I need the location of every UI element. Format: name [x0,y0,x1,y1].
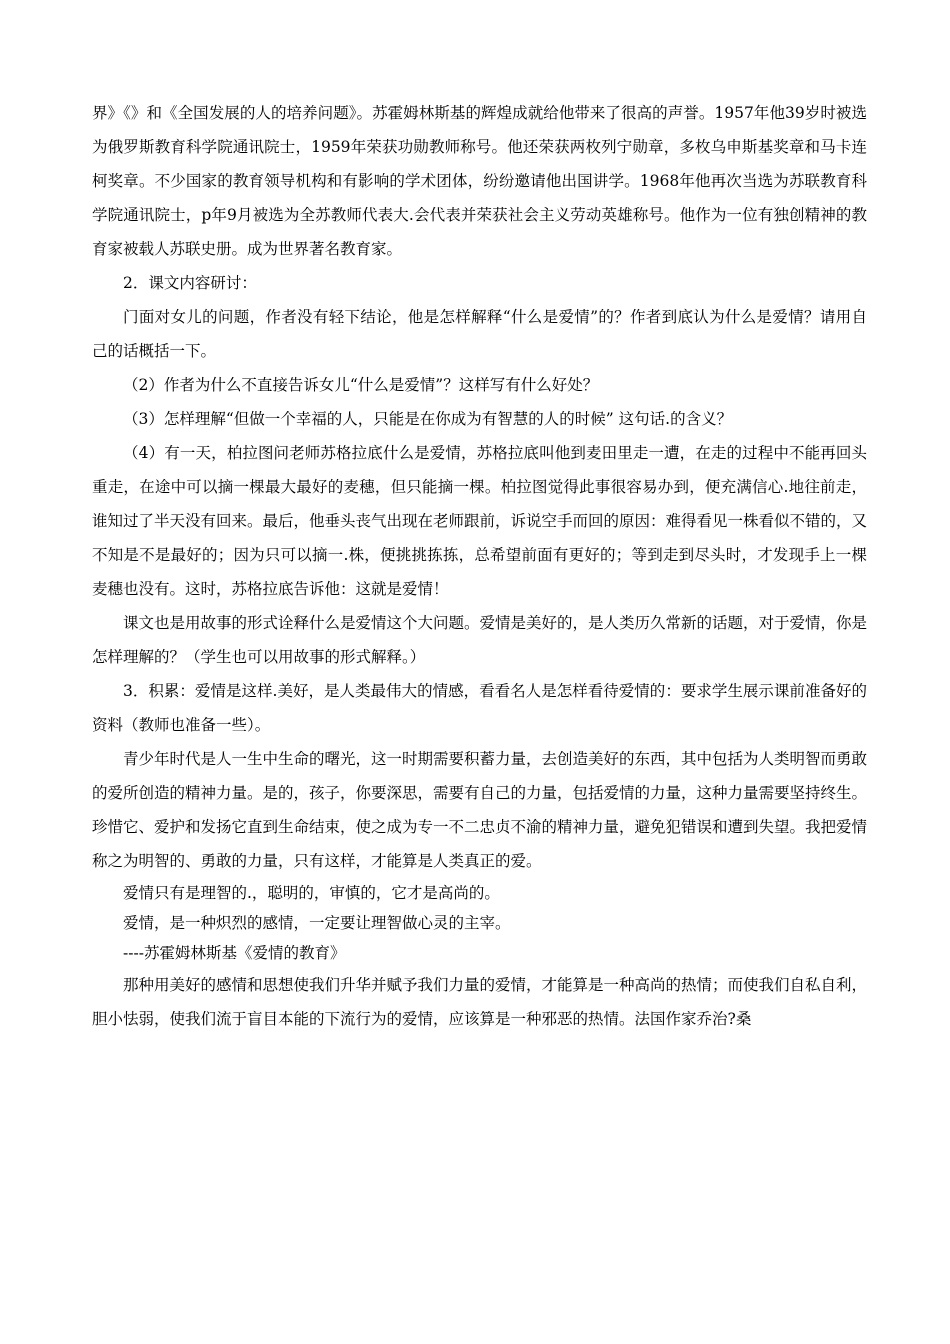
paragraph-story-comment: 课文也是用故事的形式诠释什么是爱情这个大问题。爱情是美好的，是人类历久常新的话题，对于爱情，你是怎样理解的？（学生也可以用故事的形式解释。） [92,614,868,666]
quote-youth-love: 青少年时代是人一生中生命的曙光，这一时期需要积蓄力量，去创造美好的东西，其中包括为人类明智而勇敢的爱所创造的精神力量。是的，孩子，你要深思，需要有自己的力量，包括爱情的力量，这种力量需要坚持终生。珍惜它、爱护和发扬它直到生命结束，使之成为专一不二忠贞不渝的精神力量，避免犯错误和遭到失望。我把爱情称之为明智的、勇敢的力量，只有这样，才能算是人类真正的爱。 [92,750,868,870]
quote-passion-reason: 爱情，是一种炽烈的感情，一定要让理智做心灵的主宰。 [123,914,511,932]
quote-attribution: ----苏霍姆林斯基《爱情的教育》 [123,944,346,962]
section-heading-accumulation: 3．积累：爱情是这样.美好，是人类最伟大的情感，看看名人是怎样看待爱情的：要求学生展示课前准备好的资料（教师也准备一些）。 [92,682,867,734]
paragraph-biography: 界》《》和《全国发展的人的培养问题》。苏霍姆林斯基的辉煌成就给他带来了很高的声誉。1957年他39岁时被选为俄罗斯教育科学院通讯院士，1959年荣获功勋教师称号。他还荣获两枚列宁勋章，多枚乌申斯基奖章和马卡连柯奖章。不少国家的教育领导机构和有影响的学术团体，纷纷邀请他出国讲学。1968年他再次当选为苏联教育科学院通讯院士，p年9月被选为全苏教师代表大.会代表并荣获社会主义劳动英雄称号。他作为一位有独创精神的教育家被载人苏联史册。成为世界著名教育家。 [92,104,867,258]
question-3: （3）怎样理解“但做一个幸福的人，只能是在你成为有智慧的人的时候” 这句话.的含义？ [123,410,733,428]
question-4-story: （4）有一天，柏拉图问老师苏格拉底什么是爱情，苏格拉底叫他到麦田里走一遭，在走的过程中不能再回头重走，在途中可以摘一棵最大最好的麦穗，但只能摘一棵。柏拉图觉得此事很容易办到，便充满信心.地往前走，谁知过了半天没有回来。最后，他垂头丧气出现在老师跟前，诉说空手而回的原因：难得看见一株看似不错的，又不知是不是最好的；因为只可以摘一.株，便挑挑拣拣，总希望前面有更好的；等到走到尽头时，才发现手上一棵麦穗也没有。这时，苏格拉底告诉他：这就是爱情！ [92,444,868,598]
quote-george-sand: 那种用美好的感情和思想使我们升华并赋予我们力量的爱情，才能算是一种高尚的热情；而使我们自私自利，胆小怯弱，使我们流于盲目本能的下流行为的爱情，应该算是一种邪恶的热情。法国作家乔治?桑 [92,976,868,1028]
quote-rational-love: 爱情只有是理智的.，聪明的，审慎的，它才是高尚的。 [123,884,500,902]
question-1: 门面对女儿的问题，作者没有轻下结论，他是怎样解释“什么是爱情”的？作者到底认为什么是爱情？请用自己的话概括一下。 [92,308,867,360]
section-heading-text-study: 2．课文内容研讨： [123,274,257,292]
question-2: （2）作者为什么不直接告诉女儿“什么是爱情”？这样写有什么好处？ [123,376,599,394]
document-body [92,96,867,1036]
